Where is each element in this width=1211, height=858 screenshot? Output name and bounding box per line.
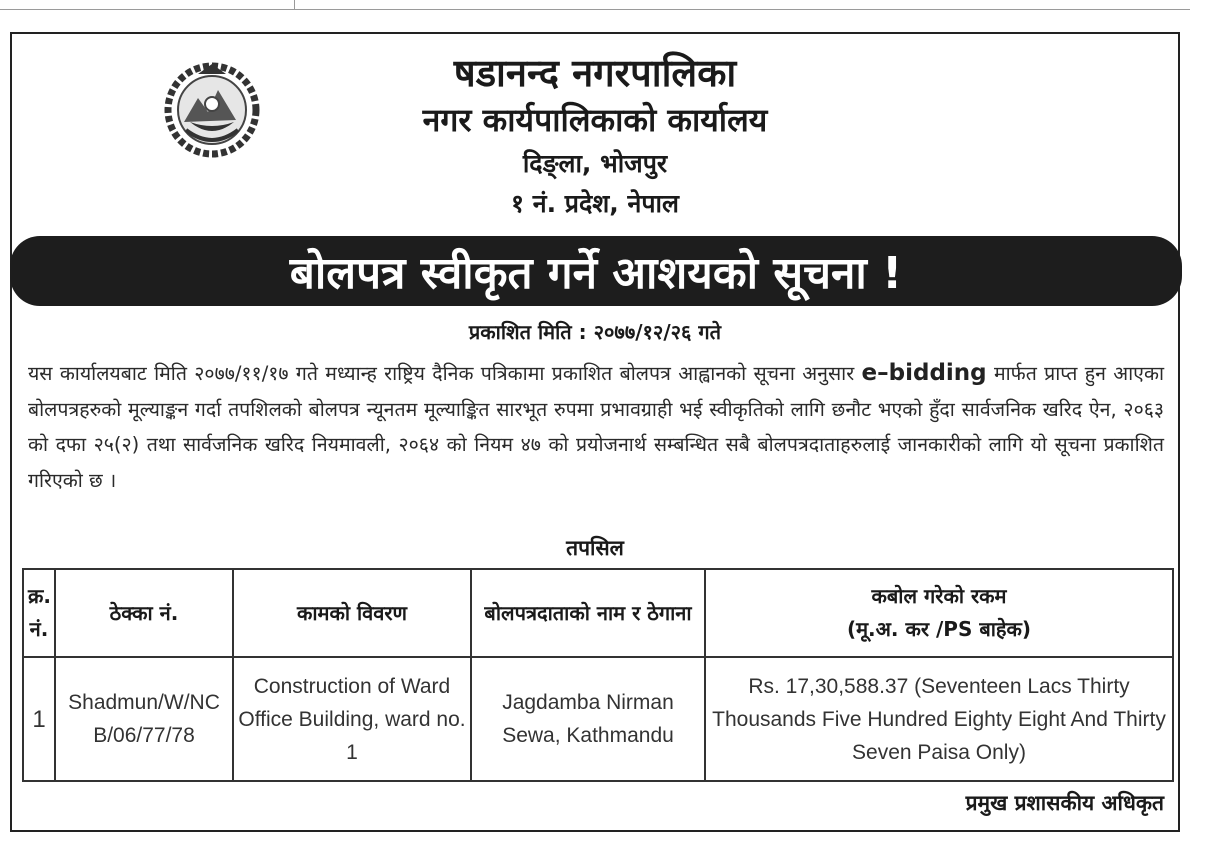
header-amount xyxy=(705,569,1173,657)
cell-contract-no: Shadmun/W/NCB/06/77/78 xyxy=(55,657,233,781)
cell-description: Construction of Ward Office Building, ward no. 1 xyxy=(233,657,471,781)
cell-sn: 1 xyxy=(23,657,55,781)
table-row xyxy=(23,657,1173,781)
notice-title: बोलपत्र स्वीकृत गर्ने आशयको सूचना ! xyxy=(289,248,903,299)
signatory-title: प्रमुख प्रशासकीय अधिकृत xyxy=(965,791,1164,815)
body-text-end: मार्फत प्राप्त हुन आएका बोलपत्रहरुको मूल्याङ्कन गर्दा तपशिलको बोलपत्र न्यूनतम मूल्याङ्कित सारभूत रुपमा प्रभावग्राही भई स्वीकृतिको लागि छनौट भएको हुँदा सार्वजनिक खरिद ऐन, २०६३ को दफा २५(२) तथा सार्वजनिक खरिद नियमावली, २०६४ को नियम ४७ को प्रयोजनार्थ सम्बन्धित सबै बोलपत्रदाताहरुलाई जानकारीको लागि यो सूचना प्रकाशित गरिएको छ । xyxy=(28,362,1164,492)
notice-body xyxy=(28,356,1164,498)
e-bidding-term: e–bidding xyxy=(861,360,987,386)
header-amount-line2: (मू.अ. कर /PS बाहेक) xyxy=(846,617,1032,641)
top-rule-tick xyxy=(294,0,295,10)
header-bidder: बोलपत्रदाताको नाम र ठेगाना xyxy=(471,569,705,657)
municipality-name: षडानन्द नगरपालिका xyxy=(453,51,737,95)
office-location: दिङ्ला, भोजपुर xyxy=(522,149,668,178)
published-date: प्रकाशित मिति : २०७७/१२/२६ गते xyxy=(468,320,722,344)
table-header-row xyxy=(23,569,1173,657)
office-name: नगर कार्यपालिकाको कार्यालय xyxy=(422,101,768,139)
province-country: १ नं. प्रदेश, नेपाल xyxy=(511,189,679,218)
cell-bidder: Jagdamba Nirman Sewa, Kathmandu xyxy=(471,657,705,781)
details-heading: तपसिल xyxy=(566,536,624,560)
body-text-start: यस कार्यालयबाट मिति २०७७/११/१७ गते मध्यान्ह राष्ट्रिय दैनिक पत्रिकामा प्रकाशित बोलपत्र आह्वानको सूचना अनुसार xyxy=(28,362,855,385)
top-rule-line xyxy=(0,9,1190,10)
header-amount-line1: कबोल गरेको रकम xyxy=(871,584,1007,608)
award-table xyxy=(22,568,1174,782)
tender-notice xyxy=(10,32,1180,832)
header-contract-no: ठेक्का नं. xyxy=(55,569,233,657)
notice-title-banner xyxy=(10,236,1182,306)
cell-amount: Rs. 17,30,588.37 (Seventeen Lacs Thirty Thousands Five Hundred Eighty Eight And Thirty Seven Paisa Only) xyxy=(705,657,1173,781)
header-sn: क्र. नं. xyxy=(23,569,55,657)
top-rule xyxy=(0,0,1190,12)
header-description: कामको विवरण xyxy=(233,569,471,657)
